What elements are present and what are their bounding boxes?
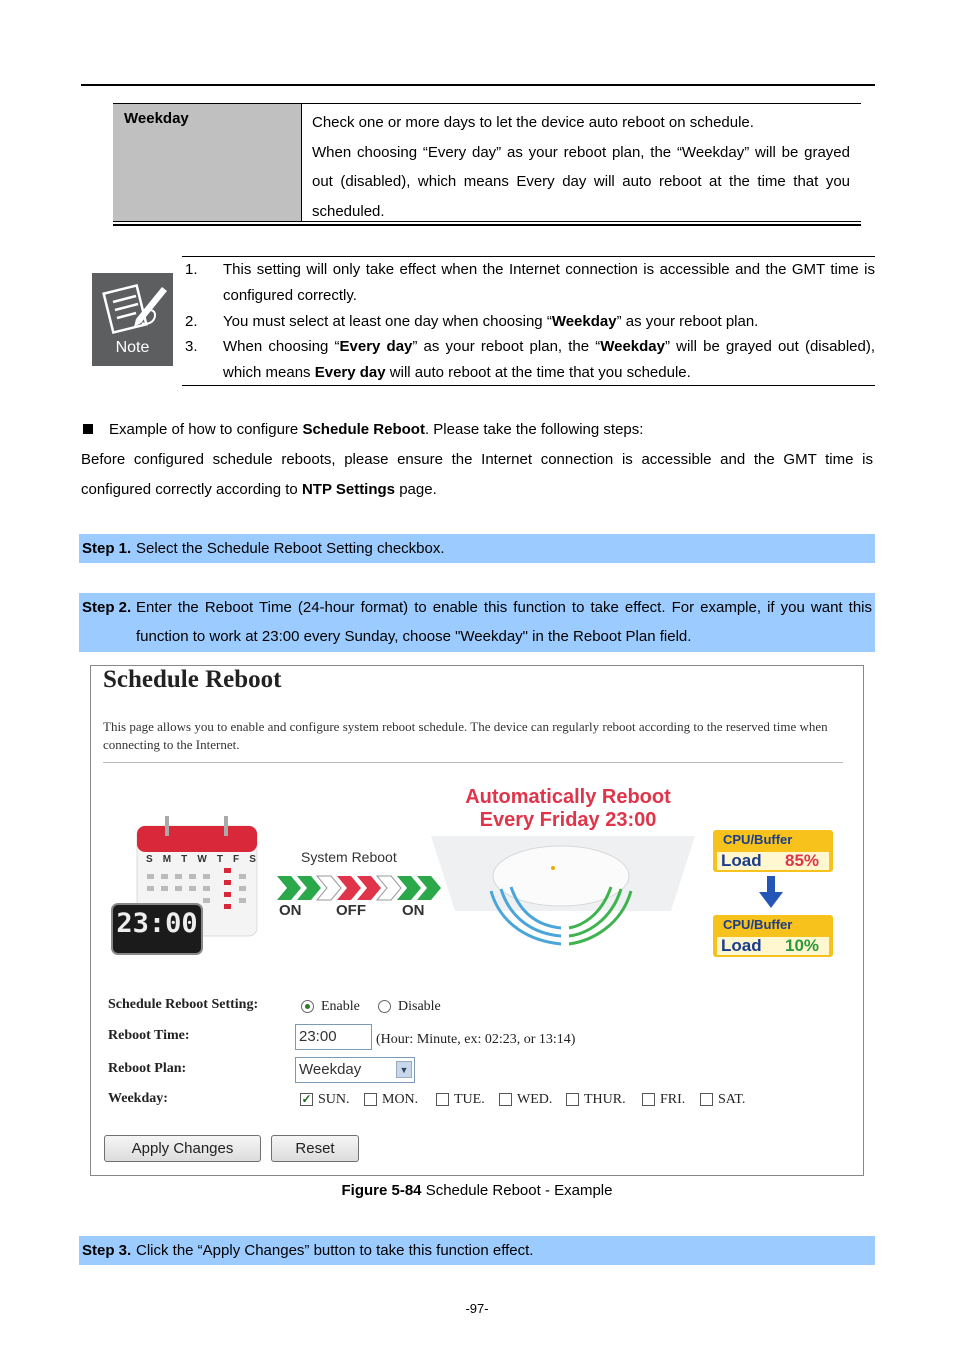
load-value-after: 10% — [785, 936, 820, 955]
sun-label: SUN. — [318, 1092, 350, 1107]
note-item-3: 3. When choosing “Every day” as your reboot plan, the “Weekday” will be grayed out (disabled), which means Every day will auto reboot at the time that you schedule. — [185, 338, 876, 381]
calendar-days: S M T W T F S — [146, 854, 256, 865]
step-3-bar: Step 3. Click the “Apply Changes” button to take this function effect. — [79, 1236, 875, 1265]
step-1-bar: Step 1. Select the Schedule Reboot Setting checkbox. — [79, 534, 875, 563]
tue-label: TUE. — [454, 1092, 485, 1107]
fri-checkbox[interactable] — [642, 1093, 655, 1106]
sat-checkbox[interactable] — [700, 1093, 713, 1106]
disable-radio[interactable] — [378, 1000, 391, 1013]
mon-checkbox[interactable] — [364, 1093, 377, 1106]
reboot-time-label: Reboot Time: — [108, 1028, 190, 1043]
reboot-time-hint: (Hour: Minute, ex: 02:23, or 13:14) — [376, 1032, 576, 1047]
weekday-desc-line-2: When choosing “Every day” as your reboot plan, the “Weekday” will be grayed out (disabled), which means Every day will auto reboot at the time that you scheduled. — [312, 143, 850, 220]
tue-checkbox[interactable] — [436, 1093, 449, 1106]
apply-changes-button[interactable]: Apply Changes — [104, 1135, 261, 1162]
note-item-1: 1. This setting will only take effect when the Internet connection is accessible and the GMT time is configured correctly. — [185, 261, 875, 304]
figure-caption: Figure 5-84 Schedule Reboot - Example — [341, 1182, 613, 1199]
access-point-icon — [491, 846, 631, 944]
load-label-before: Load — [721, 851, 762, 870]
weekday-parameter-table — [113, 103, 861, 226]
bullet-square-icon — [83, 424, 93, 434]
state-off: OFF — [336, 902, 366, 919]
before-paragraph: Before configured schedule reboots, please ensure the Internet connection is accessible and the GMT time is configured correctly according to NTP Settings page. — [81, 451, 873, 498]
wed-label: WED. — [517, 1092, 553, 1107]
reboot-plan-label: Reboot Plan: — [108, 1061, 187, 1076]
schedule-reboot-setting-label: Schedule Reboot Setting: — [108, 997, 259, 1012]
note-icon-label: Note — [115, 339, 150, 356]
note-icon — [92, 273, 173, 366]
reset-button[interactable]: Reset — [271, 1135, 359, 1162]
down-arrow-icon — [759, 876, 783, 908]
load-label-after: Load — [721, 936, 762, 955]
reboot-plan-select[interactable]: Weekday ▼ — [295, 1057, 415, 1083]
page-number: -97- — [465, 1301, 489, 1316]
sun-checkbox[interactable]: ✓ — [301, 1092, 312, 1106]
screenshot-intro: This page allows you to enable and configure system reboot schedule. The device can regularly reboot according to the reserved time when connecting to the Internet. — [103, 719, 828, 752]
thur-checkbox[interactable] — [566, 1093, 579, 1106]
reboot-arrows-icon — [277, 876, 441, 900]
wed-checkbox[interactable] — [499, 1093, 512, 1106]
load-value-before: 85% — [785, 851, 820, 870]
fri-label: FRI. — [660, 1092, 686, 1107]
state-on-2: ON — [402, 902, 425, 919]
enable-radio[interactable] — [301, 1000, 314, 1013]
schedule-reboot-screenshot — [90, 665, 864, 1176]
sat-label: SAT. — [718, 1092, 746, 1107]
reboot-time-input[interactable]: 23:00 — [295, 1024, 372, 1050]
state-on-1: ON — [279, 902, 302, 919]
cpu-label-before: CPU/Buffer — [723, 832, 793, 847]
disable-label: Disable — [398, 999, 441, 1014]
banner-headline: Automatically Reboot Every Friday 23:00 — [465, 786, 671, 831]
chevron-down-icon: ▼ — [396, 1061, 412, 1078]
cpu-label-after: CPU/Buffer — [723, 917, 793, 932]
system-reboot-label: System Reboot — [301, 849, 397, 865]
example-intro: Example of how to configure Schedule Reboot. Please take the following steps: — [109, 421, 644, 438]
thur-label: THUR. — [584, 1092, 626, 1107]
clock-display: 23:00 — [116, 908, 198, 939]
weekday-label: Weekday — [113, 103, 301, 221]
screenshot-title: Schedule Reboot — [103, 666, 282, 693]
header-rule — [81, 84, 875, 86]
note-item-2: 2. You must select at least one day when choosing “Weekday” as your reboot plan. — [185, 313, 759, 330]
enable-label: Enable — [321, 999, 360, 1014]
step-2-bar: Step 2. Enter the Reboot Time (24-hour format) to enable this function to take effect. For example, if you want this function to work at 23:00 every Sunday, choose "Weekday" in the Reboot Plan field. — [79, 593, 875, 652]
weekday-field-label: Weekday: — [108, 1091, 168, 1106]
mon-label: MON. — [382, 1092, 419, 1107]
weekday-description — [312, 108, 850, 226]
weekday-desc-line-1: Check one or more days to let the device auto reboot on schedule. — [312, 114, 754, 131]
